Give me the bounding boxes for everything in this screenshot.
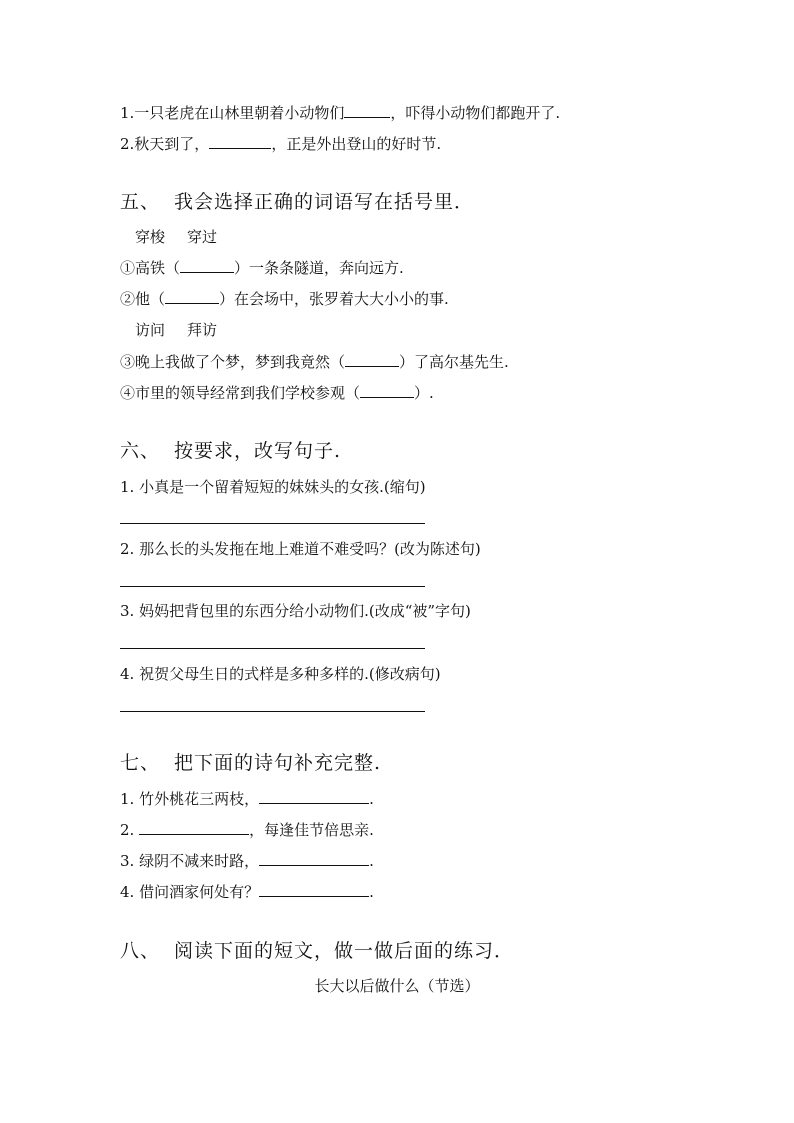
word-choices-2 [135, 320, 239, 340]
question-text: ，每逢佳节倍思亲. [249, 821, 374, 839]
question-text: . [369, 883, 374, 901]
question-text: ）在会场中，张罗着大大小小的事. [219, 290, 449, 308]
answer-blank[interactable] [165, 289, 219, 304]
question-4-1 [120, 103, 560, 123]
question-text: . [369, 852, 374, 870]
question-text: ①高铁（ [120, 259, 181, 277]
word-choice: 拜访 [187, 321, 218, 339]
question-text: ，吓得小动物们都跑开了. [390, 104, 561, 122]
question-5-4 [120, 383, 434, 403]
question-text: ，正是外出登山的好时节. [271, 135, 442, 153]
answer-blank[interactable] [360, 383, 414, 398]
question-text: ）一条条隧道，奔向远方. [234, 259, 404, 277]
answer-line[interactable] [120, 586, 425, 587]
question-5-1 [120, 258, 404, 278]
question-6-3: 3. 妈妈把背包里的东西分给小动物们.(改成“被”字句) [120, 602, 471, 620]
word-choice: 穿过 [187, 228, 218, 246]
word-choice: 访问 [135, 321, 166, 339]
question-text: 4. 借问酒家何处有？ [120, 883, 260, 901]
answer-line[interactable] [120, 523, 425, 524]
question-7-1 [120, 789, 374, 809]
section-8-heading [120, 939, 514, 963]
answer-blank[interactable] [345, 352, 399, 367]
section-number: 七、 [120, 752, 161, 774]
question-7-4 [120, 882, 374, 902]
question-text: ④市里的领导经常到我们学校参观（ [120, 384, 361, 402]
question-5-3 [120, 352, 509, 372]
question-text: 2. [120, 821, 140, 839]
question-4-2 [120, 134, 441, 154]
question-6-1: 1. 小真是一个留着短短的妹妹头的女孩.(缩句) [120, 478, 426, 496]
question-text: ）了高尔基先生. [399, 353, 509, 371]
answer-line[interactable] [120, 648, 425, 649]
word-choices-1 [135, 227, 239, 247]
question-7-3 [120, 851, 374, 871]
answer-blank[interactable] [259, 789, 369, 804]
question-text: 1.一只老虎在山林里朝着小动物们 [120, 104, 345, 122]
question-text: . [369, 790, 374, 808]
section-number: 八、 [120, 940, 161, 962]
section-title: 把下面的诗句补充完整. [174, 752, 382, 774]
section-number: 五、 [120, 191, 161, 213]
question-text: 2.秋天到了， [120, 135, 210, 153]
question-text: ②他（ [120, 290, 166, 308]
section-title: 阅读下面的短文，做一做后面的练习． [174, 940, 515, 962]
question-text: 3. 绿阴不减来时路， [120, 852, 260, 870]
question-text: ③晚上我做了个梦，梦到我竟然（ [120, 353, 346, 371]
word-choice: 穿梭 [135, 228, 166, 246]
answer-blank[interactable] [259, 882, 369, 897]
question-6-2: 2. 那么长的头发拖在地上难道不难受吗？(改为陈述句) [120, 540, 481, 558]
section-title: 按要求，改写句子. [174, 440, 342, 462]
section-7-heading [120, 751, 381, 775]
section-number: 六、 [120, 440, 161, 462]
passage-title: 长大以后做什么（节选） [314, 977, 480, 995]
answer-blank[interactable] [344, 103, 390, 118]
question-text: 1. 竹外桃花三两枝， [120, 790, 260, 808]
question-text: ）. [414, 384, 434, 402]
answer-line[interactable] [120, 711, 425, 712]
answer-blank[interactable] [259, 851, 369, 866]
question-5-2 [120, 289, 449, 309]
question-7-2 [120, 820, 374, 840]
section-5-heading [120, 190, 474, 214]
section-6-heading [120, 439, 341, 463]
answer-blank[interactable] [139, 820, 249, 835]
answer-blank[interactable] [180, 258, 234, 273]
section-title: 我会选择正确的词语写在括号里． [174, 191, 475, 213]
question-6-4: 4. 祝贺父母生日的式样是多种多样的.(修改病句) [120, 665, 441, 683]
answer-blank[interactable] [209, 134, 271, 149]
